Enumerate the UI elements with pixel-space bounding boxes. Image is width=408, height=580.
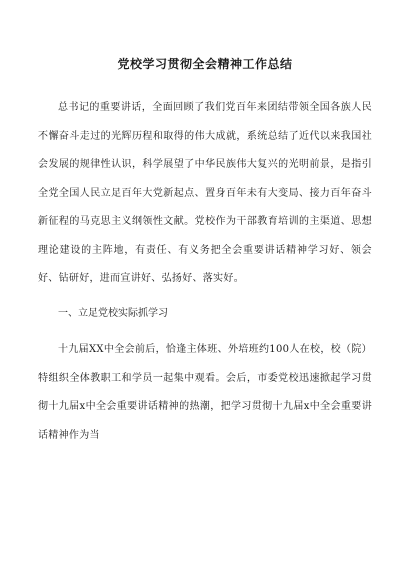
intro-paragraph: 总书记的重要讲话，全面回顾了我们党百年来团结带领全国各族人民不懈奋斗走过的光辉历程和取得的伟大成就，系统总结了近代以来我国社会发展的规律性认识，科学展望了中华民族伟大复兴的光明前景，是指引全党全国人民立足百年大党新起点、置身百年未有大变局、接力百年奋斗新征程的马克思主义纲领性文献。党校作为干部教育培训的主渠道、思想理论建设的主阵地，有责任、有义务把全会重要讲话精神学习好、领会好、钻研好，进而宣讲好、弘扬好、落实好。 (38, 102, 372, 284)
document-title: 党校学习贯彻全会精神工作总结 (117, 57, 293, 71)
section-paragraph: 十九届XX中全会前后，恰逢主体班、外培班约100人在校，校（院）特组织全体教职工和学员一起集中观看。会后，市委党校迅速掀起学习贯彻十九届x中全会重要讲话精神的热潮，把学习贯彻十九届x中全会重要讲话精神作为当 (38, 344, 372, 441)
section-heading: 一、立足党校实际抓学习 (58, 307, 168, 319)
